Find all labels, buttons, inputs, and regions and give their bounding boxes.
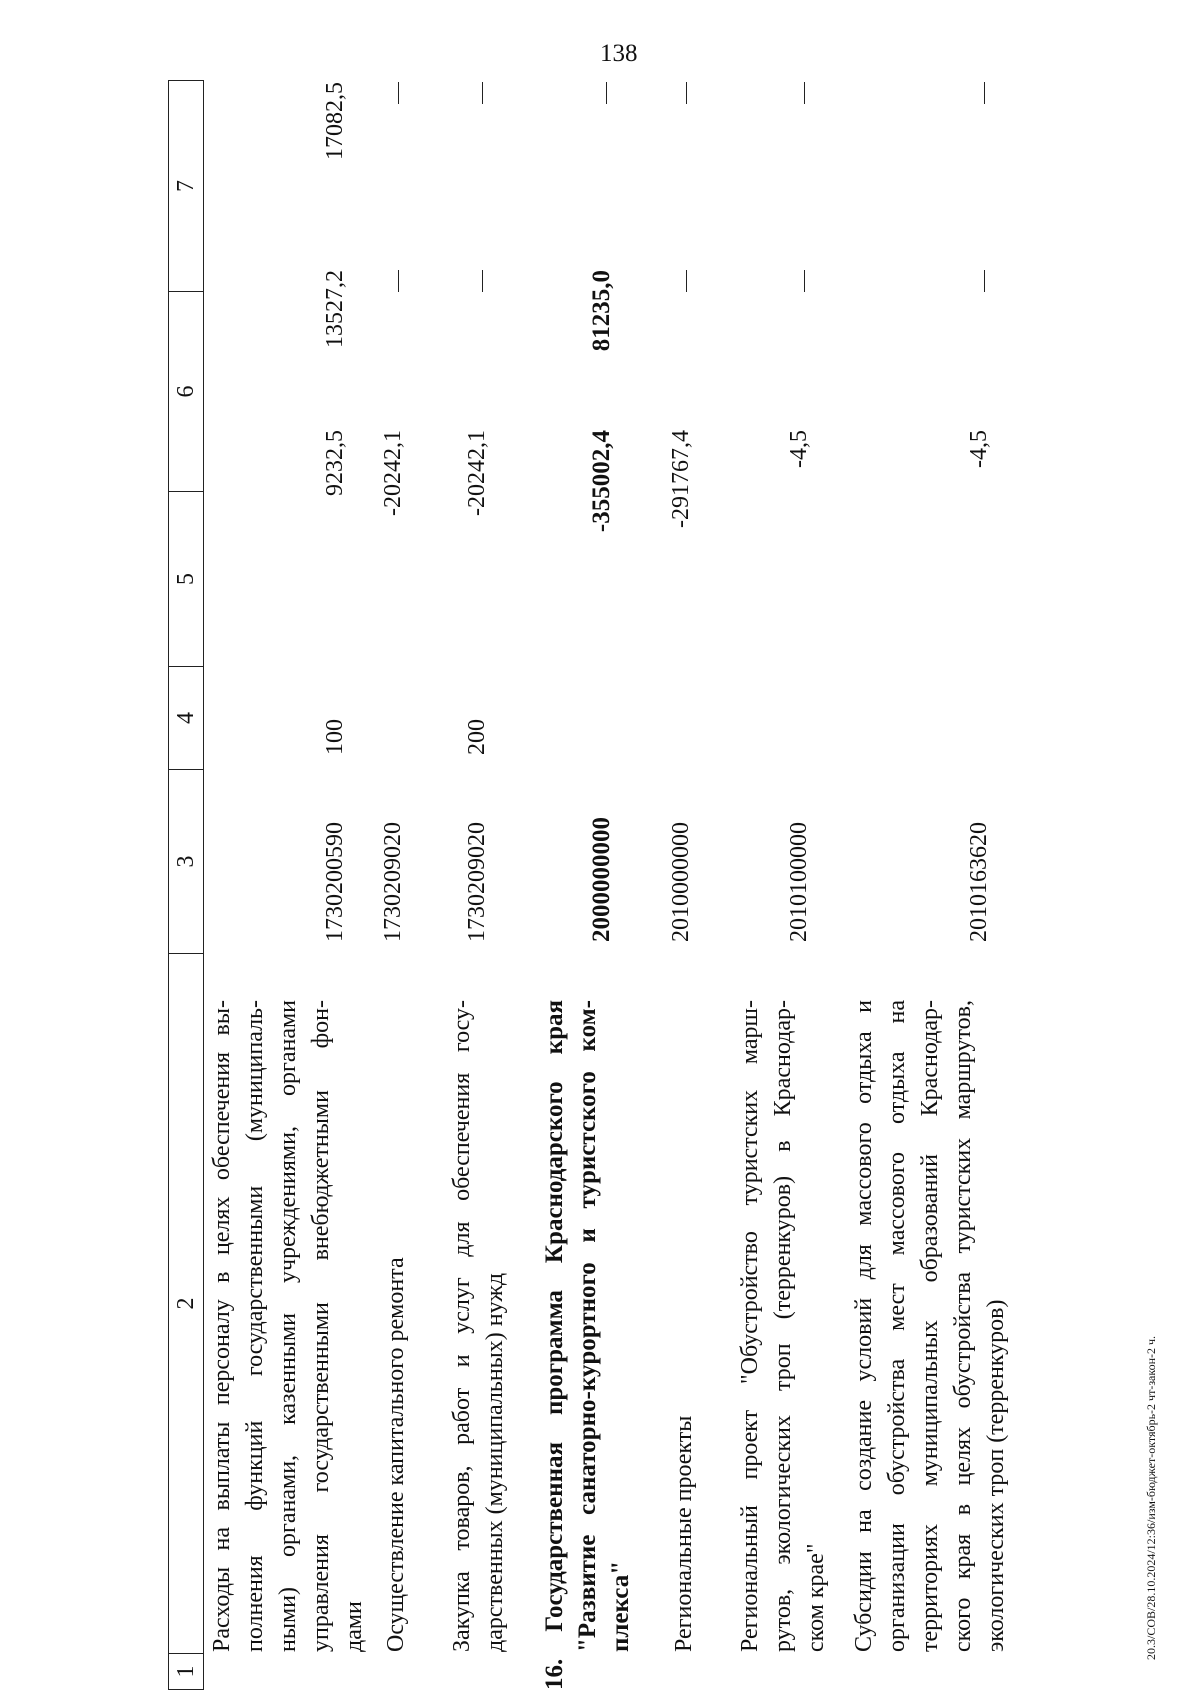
amount-col5: -291767,4 <box>668 430 694 528</box>
amount-col5: -20242,1 <box>380 430 406 516</box>
column-header-5: 5 <box>169 491 203 666</box>
column-header-2: 2 <box>169 953 203 1653</box>
description-line: ными) органами, казенными учреждениями, органами <box>275 1000 301 1652</box>
description-line: рутов, экологических троп (терренкуров) в Краснодар- <box>770 1000 796 1652</box>
empty-value-dash <box>686 270 687 292</box>
expense-type-code: 200 <box>464 719 490 755</box>
description-line: экологических троп (терренкуров) <box>983 1299 1009 1652</box>
column-header-3: 3 <box>169 769 203 953</box>
row-description <box>668 1000 701 1652</box>
empty-value-dash <box>606 82 607 104</box>
description-line: управления государственными внебюджетными фон- <box>308 1000 334 1652</box>
rotated-budget-table <box>168 0 1200 1690</box>
description-line: ского края в целях обустройства туристских маршрутов, <box>950 1000 976 1652</box>
row-description <box>206 1000 371 1652</box>
empty-value-dash <box>984 270 985 292</box>
description-line: Региональный проект "Обустройство туристских марш- <box>737 1000 763 1652</box>
target-code: 1730209020 <box>380 822 406 942</box>
description-line: дами <box>341 1601 367 1652</box>
empty-value-dash <box>686 82 687 104</box>
column-header-7: 7 <box>172 180 199 192</box>
amount-col5: 9232,5 <box>322 430 348 496</box>
description-line: Региональные проекты <box>671 1415 697 1652</box>
column-header-1: 1 <box>169 1653 203 1689</box>
target-code: 2010100000 <box>786 822 812 942</box>
amount-col5: -4,5 <box>966 430 992 468</box>
amount-col6: 81235,0 <box>588 270 615 352</box>
empty-value-dash <box>984 82 985 104</box>
description-line: полнения функций государственными (муниципаль- <box>242 1000 268 1652</box>
row-description <box>848 1000 1013 1652</box>
target-code: 2010000000 <box>668 822 694 942</box>
description-line: плекса" <box>607 1560 634 1652</box>
amount-col6: 13527,2 <box>322 270 348 348</box>
target-code: 2000000000 <box>588 817 615 942</box>
row-description <box>446 1000 512 1652</box>
footer-document-code: 20.3/СОВ/28.10.2024/12:36/изм-бюджет-октябрь-2 чт-закон-2 ч. <box>1144 1335 1158 1660</box>
expense-type-code: 100 <box>322 719 348 755</box>
description-line: Осуществление капитального ремонта <box>383 1257 409 1652</box>
empty-value-dash <box>804 82 805 104</box>
empty-value-dash <box>398 82 399 104</box>
column-header-4: 4 <box>169 666 203 769</box>
description-line: Закупка товаров, работ и услуг для обеспечения госу- <box>449 1000 475 1652</box>
page-number: 138 <box>600 40 638 67</box>
program-number: 16. <box>541 1658 568 1690</box>
amount-col5: -4,5 <box>786 430 812 468</box>
description-line: 16. Государственная программа Краснодарского края <box>541 1000 568 1690</box>
empty-value-dash <box>398 270 399 292</box>
empty-value-dash <box>804 270 805 292</box>
target-code: 1730209020 <box>464 822 490 942</box>
table-header-row <box>168 80 204 1690</box>
amount-col7: 17082,5 <box>322 82 348 160</box>
amount-col5: -20242,1 <box>464 430 490 516</box>
row-description <box>734 1000 833 1652</box>
description-line: Расходы на выплаты персоналу в целях обеспечения вы- <box>209 1000 235 1652</box>
description-line: организации обустройства мест массового отдыха на <box>884 1000 910 1652</box>
description-line: "Развитие санаторно-курортного и туристского ком- <box>574 1000 601 1652</box>
row-description <box>538 1000 637 1690</box>
description-line: Субсидии на создание условий для массового отдыха и <box>851 1000 877 1652</box>
column-header-6: 6 <box>169 291 203 491</box>
description-line: дарственных (муниципальных) нужд <box>482 1272 508 1652</box>
row-description <box>380 1000 413 1652</box>
target-code: 2010163620 <box>966 822 992 942</box>
empty-value-dash <box>482 270 483 292</box>
description-line: ском крае" <box>803 1543 829 1652</box>
description-line: территориях муниципальных образований Краснодар- <box>917 1000 943 1652</box>
amount-col5: -355002,4 <box>588 430 615 533</box>
target-code: 1730200590 <box>322 822 348 942</box>
empty-value-dash <box>482 82 483 104</box>
